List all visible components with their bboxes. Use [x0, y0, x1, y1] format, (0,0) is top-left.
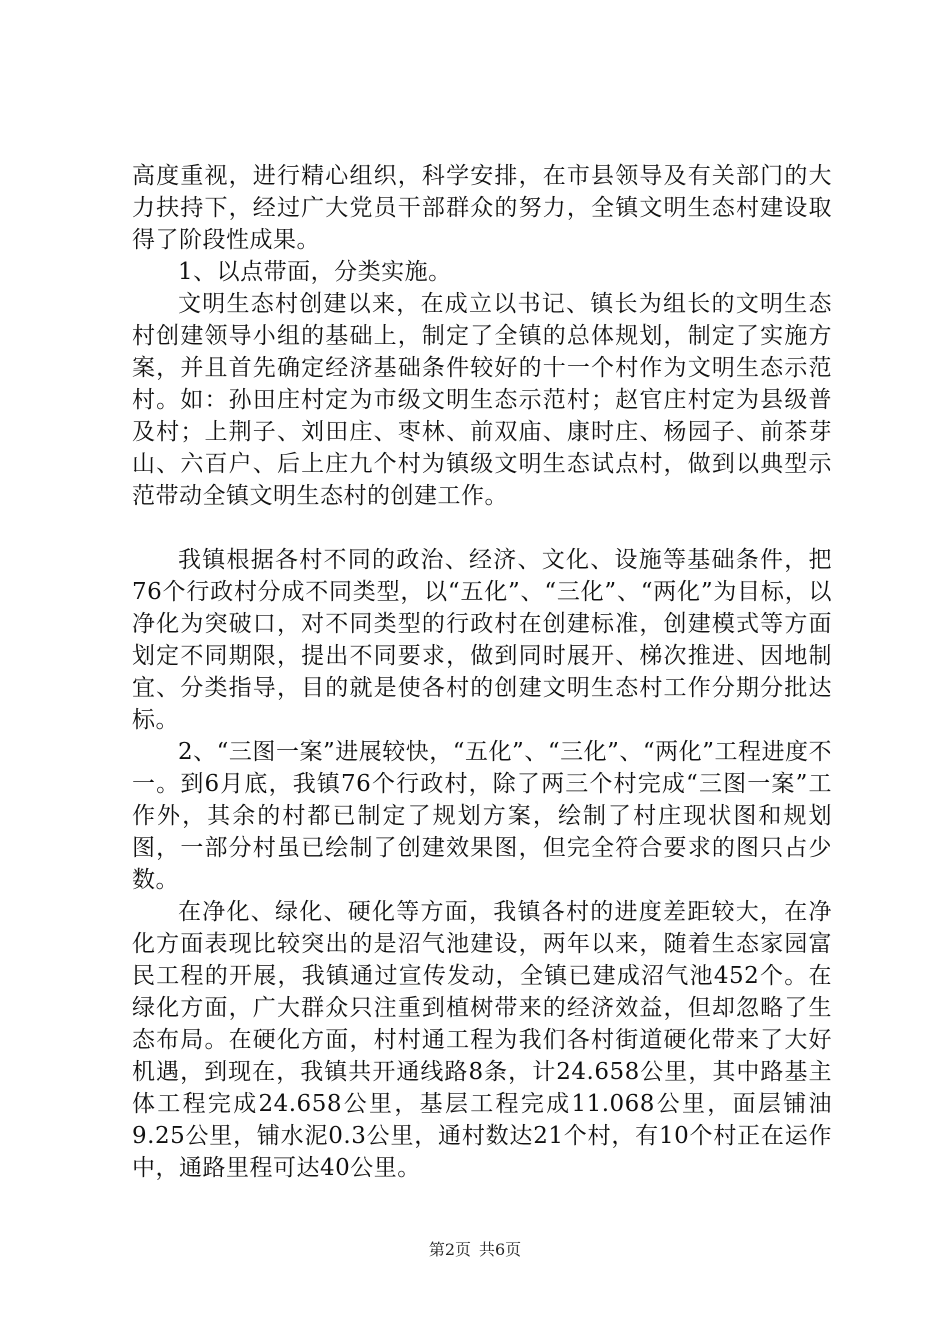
paragraph-progress-details: 在净化、绿化、硬化等方面，我镇各村的进度差距较大，在净化方面表现比较突出的是沼气池建设，两年以来，随着生态家园富民工程的开展，我镇通过宣传发动，全镇已建成沼气池452个。在绿化方面，广大群众只注重到植树带来的经济效益，但却忽略了生态布局。在硬化方面，村村通工程为我们各村街道硬化带来了大好机遇，到现在，我镇共开通线路8条，计24.658公里，其中路基主体工程完成24.658公里，基层工程完成11.068公里，面层铺油9.25公里，铺水泥0.3公里，通村数达21个村，有10个村正在运作中，通路里程可达40公里。 — [132, 899, 832, 1181]
paragraph-demonstration-villages: 文明生态村创建以来，在成立以书记、镇长为组长的文明生态村创建领导小组的基础上，制定了全镇的总体规划，制定了实施方案，并且首先确定经济基础条件较好的十一个村作为文明生态示范村。如：孙田庄村定为市级文明生态示范村；赵官庄村定为县级普及村；上荆子、刘田庄、枣林、前双庙、康时庄、杨园子、前茶芽山、六百户、后上庄九个村为镇级文明生态试点村，做到以典型示范带动全镇文明生态村的创建工作。 — [132, 291, 832, 509]
paragraph-continuation: 高度重视，进行精心组织，科学安排，在市县领导及有关部门的大力扶持下，经过广大党员干部群众的努力，全镇文明生态村建设取得了阶段性成果。 — [132, 163, 832, 253]
document-body — [132, 160, 832, 1184]
page-total: 共6页 — [479, 1240, 522, 1259]
paragraph-village-classification: 我镇根据各村不同的政治、经济、文化、设施等基础条件，把76个行政村分成不同类型，以“五化”、“三化”、“两化”为目标，以净化为突破口，对不同类型的行政村在创建标准，创建模式等方面划定不同期限，提出不同要求，做到同时展开、梯次推进、因地制宜、分类指导，目的就是使各村的创建文明生态村工作分期分批达标。 — [132, 547, 832, 733]
page-footer — [0, 1240, 950, 1260]
section-heading-1: 1、以点带面，分类实施。 — [178, 259, 452, 285]
page-number: 第2页 — [428, 1240, 471, 1259]
section-heading-2: 2、“三图一案”进展较快，“五化”、“三化”、“两化”工程进度不一。到6月底，我镇76个行政村，除了两三个村完成“三图一案”工作外，其余的村都已制定了规划方案，绘制了村庄现状图和规划图，一部分村虽已绘制了创建效果图，但完全符合要求的图只占少数。 — [132, 739, 832, 893]
